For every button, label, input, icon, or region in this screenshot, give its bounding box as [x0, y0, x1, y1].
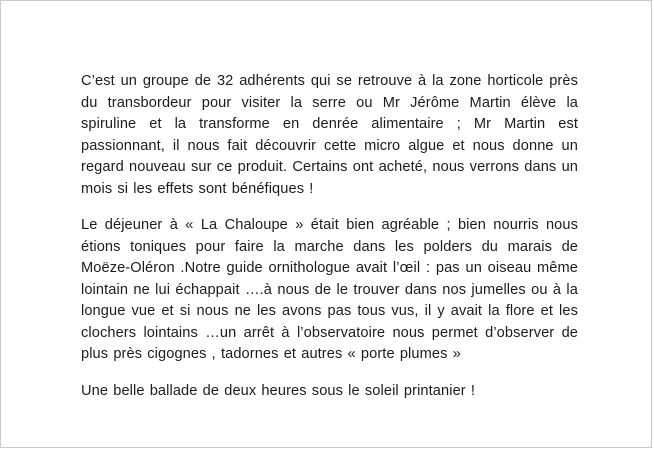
paragraph-spirulina-visit: C’est un groupe de 32 adhérents qui se retrouve à la zone horticole près du transbordeur pour visiter la serre ou Mr Jérôme Martin élève la spiruline et la transforme en denrée alimentaire ; Mr Martin est passionnant, il nous fait découvrir cette micro algue et nous donne un regard nouveau sur ce produit. Certains ont acheté, nous verrons dans un mois si les effets sont bénéfiques !: [81, 73, 578, 197]
paragraph-closing: Une belle ballade de deux heures sous le soleil printanier !: [81, 382, 476, 399]
text-block: [81, 71, 578, 402]
paragraph-lunch-walk: Le déjeuner à « La Chaloupe » était bien agréable ; bien nourris nous étions toniques pour faire la marche dans les polders du marais de Moëze-Oléron .Notre guide ornithologue avait l’œil : pas un oiseau même lointain ne lui échappait ….à nous de le trouver dans nos jumelles ou à la longue vue et si nous ne les avons pas tous vus, il y avait la flore et les clochers lointains …un arrêt à l’observatoire nous permet d’observer de plus près cigognes , tadornes et autres « porte plumes »: [81, 217, 578, 362]
